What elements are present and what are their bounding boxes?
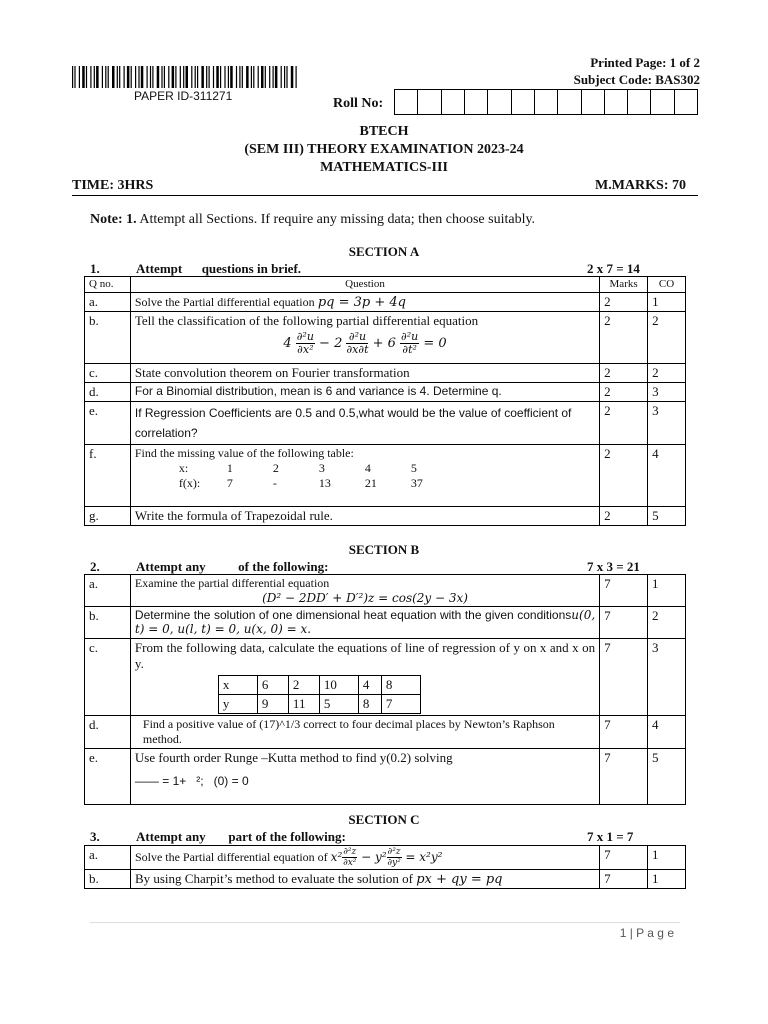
question-math: (D² − 2DD′ + D′²)z = cos(2y − 3x) [262, 591, 468, 605]
f-value: 37 [410, 476, 423, 490]
x-value: 5 [410, 461, 417, 475]
rk-equation: —— = 1+ ²; (0) = 0 [134, 774, 249, 788]
table-row [85, 402, 686, 445]
row-id: g. [85, 507, 131, 526]
footer-divider [90, 922, 680, 923]
row-id: b. [85, 607, 131, 639]
question-math: pq = 3p + 4q [317, 295, 407, 310]
row-question [130, 846, 599, 870]
f-value: 21 [364, 476, 377, 490]
table-header-row [85, 277, 686, 293]
question-text: Solve the Partial differential equation [134, 295, 315, 309]
row-question: State convolution theorem on Fourier transformation [130, 364, 599, 383]
f-value: 13 [318, 476, 331, 490]
section-c-instruction: Attempt any part of the following: [136, 829, 346, 844]
x-value: 8 [381, 676, 420, 695]
section-a-marks: 2 x 7 = 14 [587, 261, 640, 276]
row-question [130, 312, 599, 364]
table-row [85, 607, 686, 639]
row-marks: 2 [600, 383, 648, 402]
question-text: From the following data, calculate the equations of line of regression of y on x and x on y. [134, 640, 596, 671]
row-marks: 7 [600, 846, 648, 870]
col-question: Question [130, 277, 599, 293]
section-b-table [84, 574, 686, 805]
row-co: 3 [648, 383, 686, 402]
row-question: For a Binomial distribution, mean is 6 and variance is 4. Determine q. [130, 383, 599, 402]
question-text: By using Charpit’s method to evaluate the solution of [134, 871, 413, 886]
row-marks: 2 [600, 312, 648, 364]
row-marks: 7 [600, 749, 648, 805]
regression-data-table [218, 675, 421, 714]
y-value: 9 [257, 695, 288, 714]
section-a-title: SECTION A [348, 244, 420, 259]
table-row [85, 312, 686, 364]
row-co: 1 [648, 846, 686, 870]
row-question [130, 445, 599, 507]
row-marks: 2 [600, 402, 648, 445]
section-b-marks: 7 x 3 = 21 [587, 559, 640, 574]
table-row [85, 507, 686, 526]
row-marks: 7 [600, 607, 648, 639]
printed-page: Printed Page: 1 of 2 [590, 55, 700, 70]
section-a-instruction: Attempt questions in brief. [136, 261, 302, 276]
f-value: - [272, 476, 277, 490]
question-text: Solve the Partial differential equation of [134, 850, 328, 864]
row-id: d. [85, 716, 131, 749]
f-value: 7 [226, 476, 233, 490]
col-qno: Q no. [85, 277, 131, 293]
note-text: Attempt all Sections. If require any missing data; then choose suitably. [139, 212, 536, 227]
table-row [85, 870, 686, 889]
pde-equation-c: x² $\frac{\text{∂²z}}{\text{∂x²}}$ − y² $\frac{\text{∂²z}}{\text{∂y²}}$ = x²y² [330, 847, 443, 868]
section-a-table [84, 276, 686, 526]
row-co: 2 [648, 312, 686, 364]
row-question [130, 870, 599, 889]
row-id: a. [85, 293, 131, 312]
table-row [85, 716, 686, 749]
row-marks: 2 [600, 364, 648, 383]
section-c-table [84, 845, 686, 889]
row-co: 3 [648, 639, 686, 716]
section-c-title: SECTION C [348, 812, 420, 827]
row-marks: 7 [600, 716, 648, 749]
row-co: 4 [648, 716, 686, 749]
x-value: 2 [272, 461, 279, 475]
row-co: 1 [648, 870, 686, 889]
exam-title: (SEM III) THEORY EXAMINATION 2023-24 [244, 142, 524, 157]
question-math: u(0, t) = 0, u(l, t) = 0, u(x, 0) = x. [134, 608, 596, 636]
paper-id: PAPER ID-311271 [134, 89, 233, 103]
row-co: 1 [648, 575, 686, 607]
table-row [85, 749, 686, 805]
row-id: b. [85, 312, 131, 364]
row-question: If Regression Coefficients are 0.5 and 0.5,what would be the value of coefficient of correlation? [130, 402, 599, 445]
x-value: 10 [319, 676, 358, 695]
header-divider [72, 195, 698, 196]
row-marks: 2 [600, 293, 648, 312]
row-id: c. [85, 364, 131, 383]
x-label: x [218, 676, 257, 695]
f-label: f(x): [178, 476, 201, 490]
y-value: 5 [319, 695, 358, 714]
x-value: 1 [226, 461, 233, 475]
time-label: TIME: 3HRS [72, 178, 154, 193]
subject-title: MATHEMATICS-III [320, 160, 448, 175]
table-row [85, 639, 686, 716]
row-question: Write the formula of Trapezoidal rule. [130, 507, 599, 526]
row-id: c. [85, 639, 131, 716]
row-co: 1 [648, 293, 686, 312]
row-id: b. [85, 870, 131, 889]
question-text: Tell the classification of the following partial differential equation [134, 313, 479, 328]
row-question [130, 749, 599, 805]
table-row [85, 846, 686, 870]
row-question [130, 607, 599, 639]
x-value: 4 [358, 676, 381, 695]
page-number: 1 | P a g e [619, 926, 674, 940]
table-row [85, 383, 686, 402]
question-text: Determine the solution of one dimensional heat equation with the given conditions [134, 608, 572, 622]
row-co: 5 [648, 507, 686, 526]
roll-no-label: Roll No: [333, 96, 384, 111]
row-marks: 2 [600, 445, 648, 507]
section-b-qnum: 2. [90, 559, 100, 574]
roll-no-boxes[interactable] [394, 89, 698, 115]
table-row [85, 293, 686, 312]
row-marks: 2 [600, 507, 648, 526]
row-co: 5 [648, 749, 686, 805]
note-label: Note: [90, 212, 123, 227]
row-question: Find a positive value of (17)^1/3 correct to four decimal places by Newton’s Raphson method. [130, 716, 599, 749]
y-value: 11 [288, 695, 319, 714]
row-id: f. [85, 445, 131, 507]
section-c-qnum: 3. [90, 829, 100, 844]
col-marks: Marks [600, 277, 648, 293]
section-b-instruction: Attempt any of the following: [136, 559, 329, 574]
question-text: Examine the partial differential equation [134, 576, 330, 590]
x-value: 2 [288, 676, 319, 695]
printed-info [574, 54, 700, 88]
row-co: 2 [648, 607, 686, 639]
row-id: a. [85, 846, 131, 870]
note [90, 212, 535, 228]
question-math: px + qy = pq [416, 872, 503, 887]
pde-equation: 4 $\frac{\text{∂²u}}{\text{∂x²}}$ − 2 $\frac{\text{∂²u}}{\partial x\partial t}$ + 6 $\frac{\text{∂²u}}{\text{∂t²}}$ = 0 [283, 330, 447, 356]
question-text: Find the missing value of the following table: [134, 446, 354, 460]
table-row [85, 575, 686, 607]
program-title: BTECH [359, 124, 409, 139]
row-marks: 7 [600, 870, 648, 889]
row-id: e. [85, 402, 131, 445]
table-row [85, 364, 686, 383]
row-co: 2 [648, 364, 686, 383]
missing-value-f-row [135, 476, 595, 491]
row-question [130, 639, 599, 716]
y-value: 7 [381, 695, 420, 714]
row-co: 4 [648, 445, 686, 507]
max-marks-label: M.MARKS: 70 [595, 178, 686, 193]
y-value: 8 [358, 695, 381, 714]
row-marks: 7 [600, 575, 648, 607]
note-number: 1. [126, 212, 137, 227]
section-a-qnum: 1. [90, 261, 100, 276]
row-id: e. [85, 749, 131, 805]
row-co: 3 [648, 402, 686, 445]
row-question [130, 575, 599, 607]
x-label: x: [178, 461, 189, 475]
missing-value-x-row [135, 461, 595, 476]
x-value: 3 [318, 461, 325, 475]
x-value: 6 [257, 676, 288, 695]
barcode-image [72, 66, 298, 88]
table-row [85, 445, 686, 507]
subject-code: Subject Code: BAS302 [573, 72, 700, 87]
section-c-marks: 7 x 1 = 7 [587, 829, 634, 844]
row-question [130, 293, 599, 312]
section-b-title: SECTION B [348, 542, 420, 557]
row-id: d. [85, 383, 131, 402]
row-id: a. [85, 575, 131, 607]
row-marks: 7 [600, 639, 648, 716]
question-text: Use fourth order Runge –Kutta method to find y(0.2) solving [134, 750, 453, 765]
x-value: 4 [364, 461, 371, 475]
y-label: y [218, 695, 257, 714]
col-co: CO [648, 277, 686, 293]
